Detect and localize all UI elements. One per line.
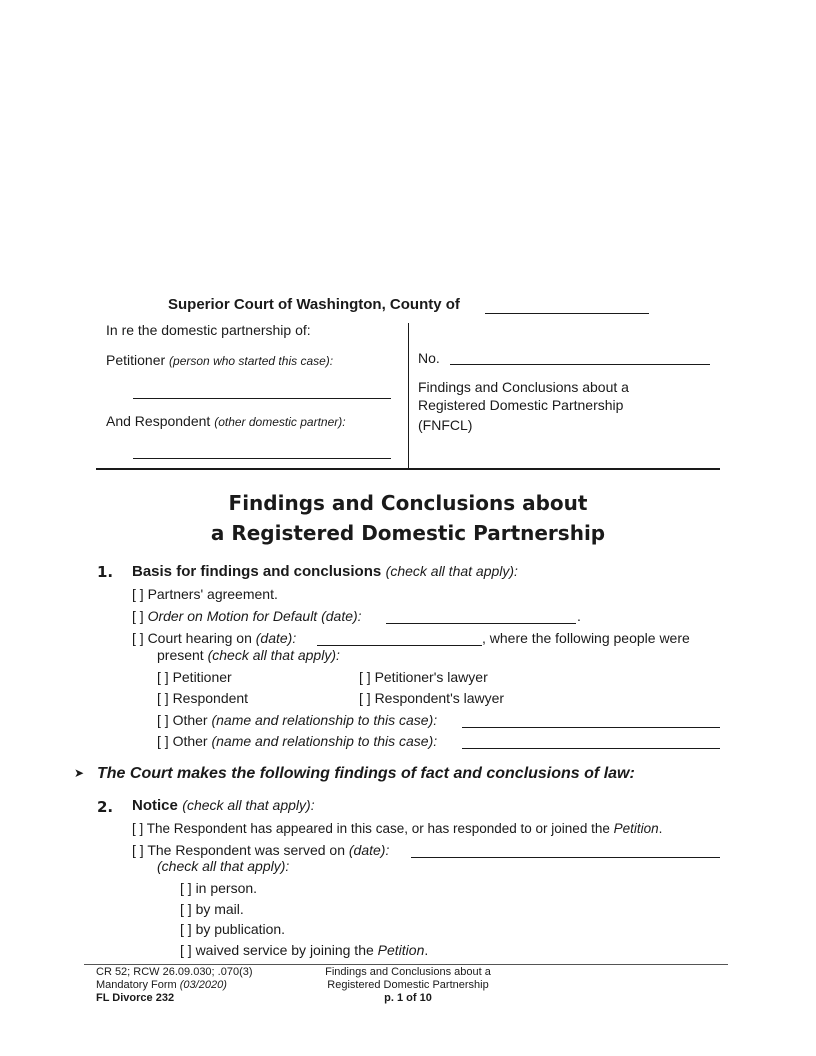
section-1-heading xyxy=(132,563,518,581)
option-label: The Respondent has appeared in this case, or has responded to or joined the xyxy=(146,821,610,836)
footer-page-number: p. 1 of 10 xyxy=(384,992,432,1004)
served-by-publication[interactable] xyxy=(180,921,285,937)
footer-statute: CR 52; RCW 26.09.030; .070(3) xyxy=(96,966,253,978)
period: . xyxy=(424,942,429,958)
form-title-2: Registered Domestic Partnership xyxy=(418,397,624,413)
caption-divider xyxy=(408,323,409,469)
footer-form-id: FL Divorce 232 xyxy=(96,992,175,1004)
option-default-order[interactable] xyxy=(132,608,362,624)
option-label: in person. xyxy=(195,880,258,896)
case-no-label: No. xyxy=(418,350,440,366)
section-1-number: 1. xyxy=(97,563,114,581)
section-1-hint: (check all that apply): xyxy=(385,563,518,579)
county-field[interactable] xyxy=(485,313,649,314)
checkbox: [ ] xyxy=(180,942,192,958)
respondent-label xyxy=(106,413,346,429)
other-hint: (name and relationship to this case): xyxy=(211,712,438,728)
option-label: Court hearing on xyxy=(147,630,252,646)
option-respondent-appeared[interactable] xyxy=(132,821,662,836)
section-2-hint: (check all that apply): xyxy=(182,797,315,813)
caption-bottom-rule xyxy=(96,468,720,470)
section-2-heading-text: Notice xyxy=(132,797,178,814)
date-hint: (date): xyxy=(255,630,297,646)
footer-mandatory-text: Mandatory Form xyxy=(96,979,177,991)
footer-title-1: Findings and Conclusions about a xyxy=(325,966,491,978)
footer-mandatory-date: (03/2020) xyxy=(179,979,227,991)
present-label xyxy=(157,647,340,663)
option-label: Petitioner xyxy=(172,669,232,685)
checkbox: [ ] xyxy=(132,630,144,646)
court-makes-statement: The Court makes the following findings of fact and conclusions of law: xyxy=(97,765,635,782)
option-label: Order on Motion for Default (date): xyxy=(147,608,362,624)
present-respondent-lawyer[interactable] xyxy=(359,690,504,706)
footer-left xyxy=(96,966,253,1005)
checkbox: [ ] xyxy=(157,733,169,749)
present-hint: (check all that apply): xyxy=(207,647,340,663)
present-other-1[interactable] xyxy=(157,712,437,728)
section-2-heading xyxy=(132,797,315,815)
form-title-1: Findings and Conclusions about a xyxy=(418,379,629,395)
petitioner-text: Petitioner xyxy=(106,352,166,368)
served-by-mail[interactable] xyxy=(180,901,244,917)
option-label: Partners' agreement. xyxy=(147,586,278,602)
petitioner-name-field[interactable] xyxy=(133,398,391,399)
present-respondent[interactable] xyxy=(157,690,248,706)
option-label: Other xyxy=(172,712,208,728)
period: . xyxy=(577,608,581,624)
checkbox: [ ] xyxy=(180,921,192,937)
page-title-line-2: a Registered Domestic Partnership xyxy=(210,521,606,545)
option-label: by publication. xyxy=(195,921,286,937)
petition-word: Petition xyxy=(377,942,425,958)
case-number-field[interactable] xyxy=(450,364,710,365)
checkbox: [ ] xyxy=(157,712,169,728)
checkbox: [ ] xyxy=(132,608,144,624)
hearing-date-field[interactable] xyxy=(317,645,482,646)
section-1-heading-text: Basis for findings and conclusions xyxy=(132,563,382,580)
served-waived[interactable] xyxy=(180,942,428,958)
checkbox: [ ] xyxy=(157,669,169,685)
served-in-person[interactable] xyxy=(180,880,257,896)
present-petitioner-lawyer[interactable] xyxy=(359,669,488,685)
section-2-number: 2. xyxy=(97,798,114,816)
footer-rule xyxy=(84,964,728,965)
option-label: The Respondent was served on xyxy=(147,842,345,858)
served-date-field[interactable] xyxy=(411,857,720,858)
respondent-hint: (other domestic partner): xyxy=(214,415,346,429)
served-hint: (check all that apply): xyxy=(157,858,290,874)
present-text: present xyxy=(157,647,204,663)
checkbox: [ ] xyxy=(180,880,192,896)
page-title-line-1: Findings and Conclusions about xyxy=(228,491,588,515)
footer-center xyxy=(300,966,516,1005)
respondent-text: And Respondent xyxy=(106,413,211,429)
in-re-label: In re the domestic partnership of: xyxy=(106,322,311,338)
court-label: Superior Court of Washington, County of xyxy=(168,296,460,313)
other-2-field[interactable] xyxy=(462,748,720,749)
checkbox: [ ] xyxy=(132,586,144,602)
option-respondent-served[interactable] xyxy=(132,842,389,858)
option-label: Other xyxy=(172,733,208,749)
footer-title-2: Registered Domestic Partnership xyxy=(327,979,489,991)
footer-mandatory xyxy=(96,979,253,992)
petition-word: Petition xyxy=(613,821,659,836)
option-label: waived service by joining the xyxy=(195,942,374,958)
petitioner-hint: (person who started this case): xyxy=(169,354,334,368)
hearing-tail: , where the following people were xyxy=(482,630,690,646)
checkbox: [ ] xyxy=(132,821,144,836)
checkbox: [ ] xyxy=(132,842,144,858)
option-partners-agreement[interactable] xyxy=(132,586,278,602)
checkbox: [ ] xyxy=(359,690,371,706)
present-other-2[interactable] xyxy=(157,733,437,749)
respondent-name-field[interactable] xyxy=(133,458,391,459)
arrow-bullet-icon: ➤ xyxy=(74,766,85,780)
form-code: (FNFCL) xyxy=(418,417,473,433)
other-hint: (name and relationship to this case): xyxy=(211,733,438,749)
option-court-hearing[interactable] xyxy=(132,630,296,646)
checkbox: [ ] xyxy=(180,901,192,917)
option-label: Respondent's lawyer xyxy=(374,690,505,706)
default-date-field[interactable] xyxy=(386,623,576,624)
option-label: Respondent xyxy=(172,690,249,706)
checkbox: [ ] xyxy=(157,690,169,706)
other-1-field[interactable] xyxy=(462,727,720,728)
option-label: Petitioner's lawyer xyxy=(374,669,488,685)
option-label: by mail. xyxy=(195,901,244,917)
checkbox: [ ] xyxy=(359,669,371,685)
petitioner-label xyxy=(106,352,333,368)
period: . xyxy=(658,821,663,836)
present-petitioner[interactable] xyxy=(157,669,232,685)
date-hint: (date): xyxy=(348,842,390,858)
